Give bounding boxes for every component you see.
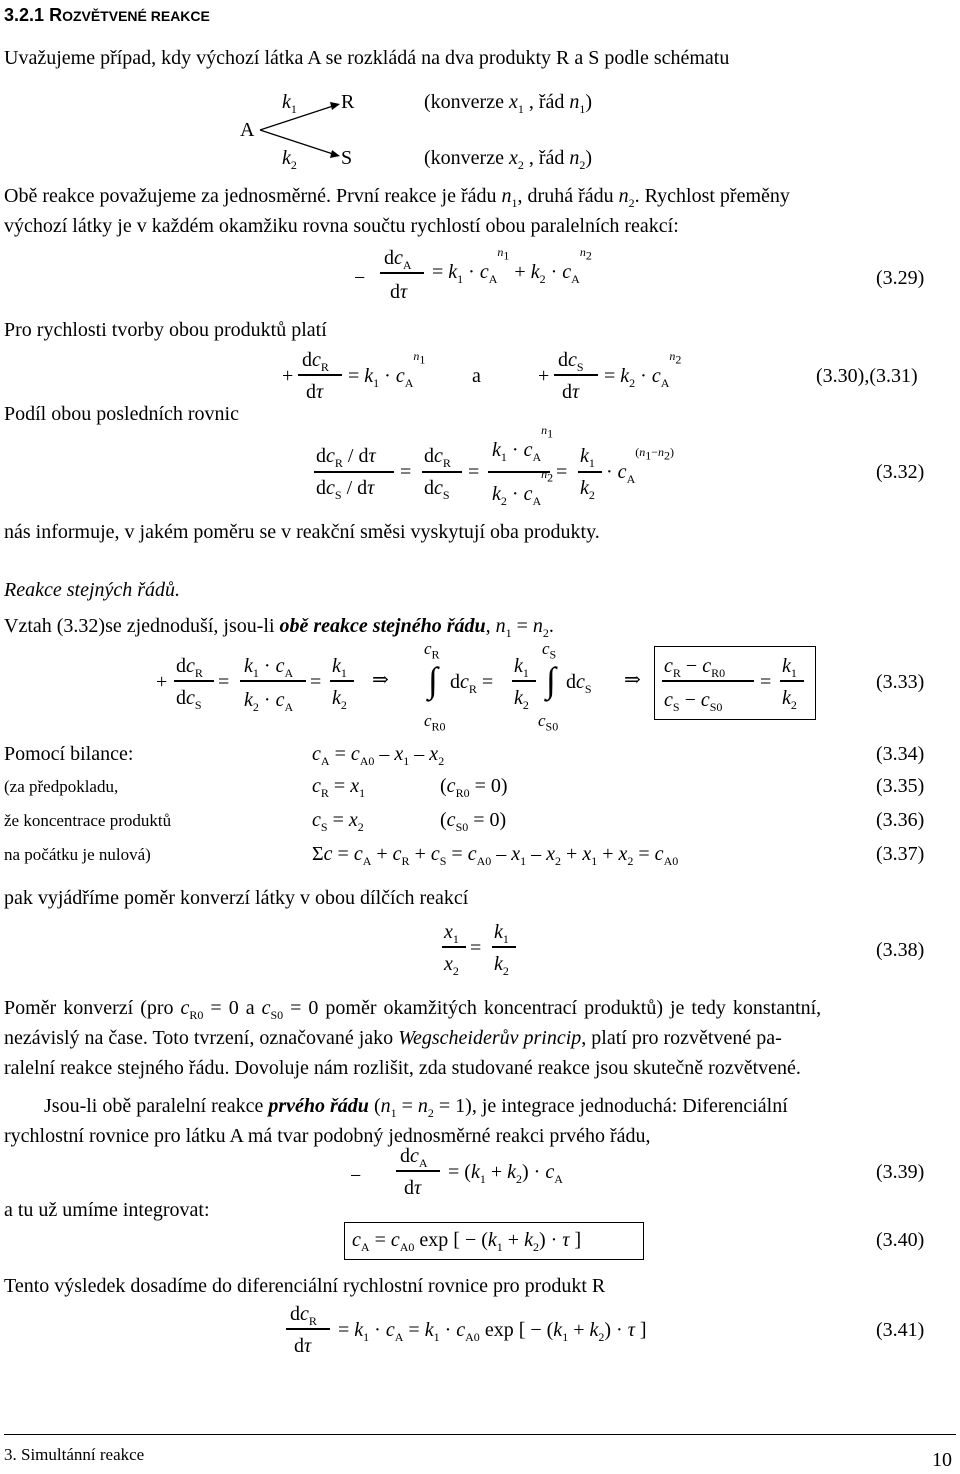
scheme-reactant: A xyxy=(240,119,255,141)
informs-text: nás informuje, v jakém poměru se v reakční směsi vyskytují oba produkty. xyxy=(4,521,600,543)
same-order-heading: Reakce stejných řádů. xyxy=(4,579,181,601)
scheme-note-2: (konverze $x_2$ , řád $n_2$) xyxy=(424,147,593,172)
wegscheider-line2: nezávislý na čase. Toto tvrzení, označované jako Wegscheiderův princip, platí pro rozvětvené pa- xyxy=(4,1027,782,1049)
wegscheider-line3: ralelní reakce stejného řádu. Dovoluje nám rozlišit, zda studované reakce jsou skutečně rozvětvené. xyxy=(4,1057,801,1079)
ratio-text: Podíl obou posledních rovnic xyxy=(4,403,239,425)
page-number: 10 xyxy=(932,1449,952,1471)
scheme-product-r: R xyxy=(341,91,355,113)
scheme-arrows xyxy=(258,100,348,160)
substitute-text: Tento výsledek dosadíme do diferenciální rychlostní rovnice pro produkt R xyxy=(4,1275,606,1297)
balance-label-1: Pomocí bilance: xyxy=(4,743,134,765)
production-rates-text: Pro rychlosti tvorby obou produktů platí xyxy=(4,319,327,341)
intro-paragraph: Uvažujeme případ, kdy výchozí látka A se rozkládá na dva produkty R a S podle schématu xyxy=(4,47,730,69)
footer-rule xyxy=(4,1434,956,1435)
scheme-k2: $k_2$ xyxy=(282,147,297,172)
footer-chapter: 3. Simultánní reakce xyxy=(4,1445,145,1464)
integrate-text: a tu už umíme integrovat: xyxy=(4,1199,210,1221)
first-order-line1: Jsou-li obě paralelní reakce prvého řádu $(n_1 = n_2 = 1)$, je integrace jednoduchá: Diferenciální xyxy=(44,1095,788,1120)
scheme-product-s: S xyxy=(341,147,353,169)
both-reactions-line1: Obě reakce považujeme za jednosměrné. První reakce je řádu $n_1$, druhá řádu $n_2$. Rychlost přeměny xyxy=(4,185,790,210)
wegscheider-line1: Poměr konverzí (pro $c_{R0} = 0$ a $c_{S0} = 0$ poměr okamžitých koncentrací produktů) je tedy konstantní, xyxy=(4,997,822,1022)
scheme-note-1: (konverze $x_1$ , řád $n_1$) xyxy=(424,91,593,116)
relation-text: Vztah (3.32)se zjednoduší, jsou-li obě reakce stejného řádu, $n_1 = n_2$. xyxy=(4,615,554,640)
scheme-k1: $k_1$ xyxy=(282,91,297,116)
balance-label-2: (za předpokladu, xyxy=(4,777,119,796)
balance-label-4: na počátku je nulová) xyxy=(4,845,151,864)
balance-label-3: že koncentrace produktů xyxy=(4,811,172,830)
conversion-ratio-text: pak vyjádříme poměr konverzí látky v obou dílčích reakcí xyxy=(4,887,469,909)
section-heading: 3.2.1 ROZVĚTVENÉ REAKCE xyxy=(4,5,210,25)
first-order-line2: rychlostní rovnice pro látku A má tvar podobný jednosměrné reakci prvého řádu, xyxy=(4,1125,651,1147)
both-reactions-line2: výchozí látky je v každém okamžiku rovna součtu rychlostí obou paralelních reakcí: xyxy=(4,215,679,237)
